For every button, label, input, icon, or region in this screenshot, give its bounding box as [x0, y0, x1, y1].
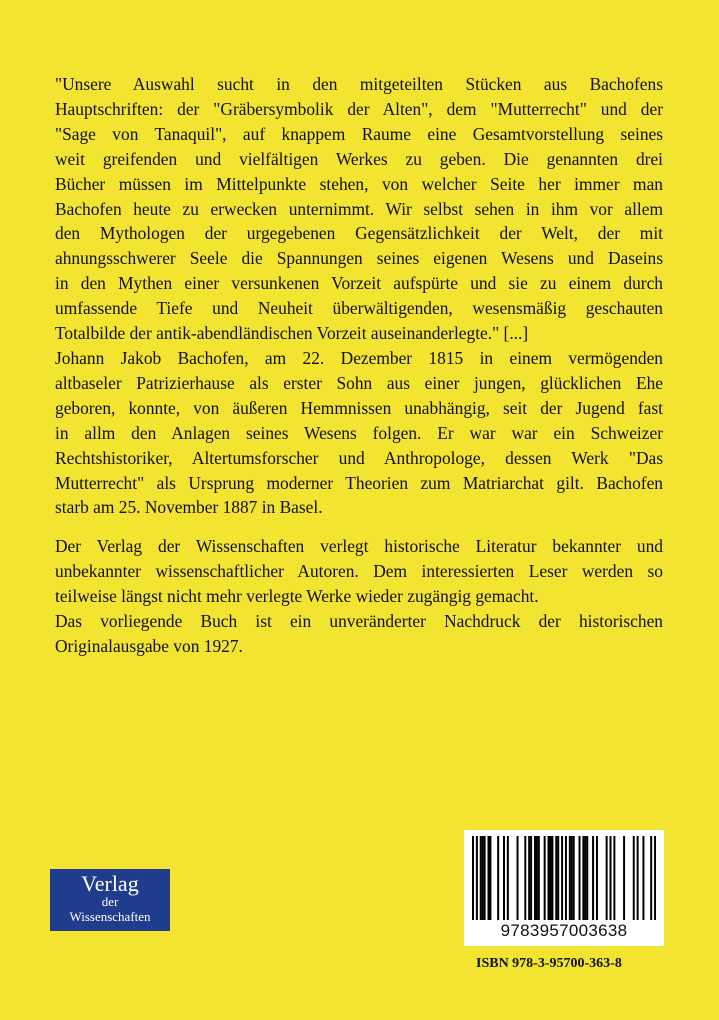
- barcode-bar: [507, 836, 509, 920]
- barcode-bar: [606, 836, 608, 920]
- text-line: Bachofen heute zu erwecken unternimmt. Wir selbst sehen in ihm vor allem: [55, 198, 663, 219]
- text-line: weit greifenden und vielfältigen Werkes zu geben. Die genannten drei: [55, 148, 663, 169]
- barcode-bar: [530, 836, 532, 920]
- barcode-bar: [482, 836, 484, 920]
- logo-line-der: der: [101, 894, 119, 909]
- text-line: in den Mythen einer versunkenen Vorzeit aufspürte und sie zu einem durch: [55, 273, 663, 294]
- barcode-bar: [637, 836, 639, 920]
- text-line: in allm den Anlagen seines Wesens folgen. Er war war ein Schweizer: [55, 422, 663, 443]
- barcode-bar: [480, 836, 482, 920]
- barcode: [464, 830, 664, 946]
- barcode-bar: [528, 836, 530, 920]
- barcode-bar: [565, 836, 567, 920]
- barcode-bar: [503, 836, 505, 920]
- barcode-bar: [561, 836, 563, 920]
- barcode-bar: [610, 836, 612, 920]
- text-line: Johann Jakob Bachofen, am 22. Dezember 1815 in einem vermögenden: [55, 347, 663, 368]
- isbn-number: ISBN 978-3-95700-363-8: [476, 956, 622, 971]
- text-line: unbekannter wissenschaftlicher Autoren. Dem interessierten Leser werden so: [55, 560, 663, 581]
- logo-line-verlag: Verlag: [81, 871, 139, 896]
- text-line: starb am 25. November 1887 in Basel.: [55, 497, 323, 518]
- barcode-bar: [544, 836, 546, 920]
- text-line: umfassende Tiefe und Neuheit überwältigenden, wesensmäßig geschauten: [55, 298, 663, 319]
- barcode-bar: [538, 836, 540, 920]
- barcode-bar: [487, 836, 489, 920]
- barcode-bar: [536, 836, 538, 920]
- text-line: teilweise längst nicht mehr verlegte Werke wieder zugängig gemacht.: [55, 585, 539, 606]
- text-line: Totalbilde der antik-abendländischen Vorzeit auseinanderlegte." [...]: [55, 323, 529, 344]
- barcode-bar: [584, 836, 586, 920]
- barcode-bar: [571, 836, 573, 920]
- text-line: Mutterrecht" als Ursprung moderner Theorien zum Matriarchat gilt. Bachofen: [55, 472, 663, 493]
- barcode-bar: [613, 836, 615, 920]
- barcode-bar: [592, 836, 594, 920]
- barcode-bar: [555, 836, 557, 920]
- barcode-bar: [654, 836, 656, 920]
- text-line: "Sage von Tanaquil", auf knappem Raume eine Gesamtvorstellung seines: [55, 123, 663, 144]
- barcode-bar: [650, 836, 652, 920]
- publisher-note: [55, 534, 663, 659]
- barcode-bar: [579, 836, 581, 920]
- barcode-bar: [642, 836, 644, 920]
- text-line: altbaseler Patrizierhause als erster Sohn aus einer jungen, glücklichen Ehe: [55, 372, 663, 393]
- text-line: Rechtshistoriker, Altertumsforscher und Anthropologe, dessen Werk "Das: [55, 447, 663, 468]
- barcode-bar: [586, 836, 588, 920]
- barcode-bar: [524, 836, 526, 920]
- text-line: ahnungsschwerer Seele die Spannungen seines eigenen Wesens und Daseins: [55, 248, 663, 269]
- text-line: Hauptschriften: der "Gräbersymbolik der Alten", dem "Mutterrecht" und der: [55, 98, 663, 119]
- barcode-bar: [549, 836, 551, 920]
- barcode-bar: [489, 836, 491, 920]
- barcode-bar: [623, 836, 625, 920]
- barcode-bar: [582, 836, 584, 920]
- logo-line-wissenschaften: Wissenschaften: [69, 909, 151, 924]
- barcode-digits: 9783957003638: [500, 921, 628, 940]
- barcode-bar: [557, 836, 559, 920]
- barcode-bar: [548, 836, 550, 920]
- barcode-bar: [633, 836, 635, 920]
- barcode-bar: [569, 836, 571, 920]
- text-line: "Unsere Auswahl sucht in den mitgeteilten Stücken aus Bachofens: [55, 74, 663, 94]
- text-line: Bücher müssen im Mittelpunkte stehen, von welcher Seite her immer man: [55, 173, 663, 194]
- text-line: den Mythologen der urgegebenen Gegensätzlichkeit der Welt, der mit: [55, 223, 663, 244]
- barcode-bar: [476, 836, 478, 920]
- barcode-bar: [551, 836, 553, 920]
- publisher-logo: [50, 869, 170, 931]
- barcode-bar: [484, 836, 486, 920]
- text-line: Originalausgabe von 1927.: [55, 635, 243, 656]
- text-line: Das vorliegende Buch ist ein unveränderter Nachdruck der historischen: [55, 610, 663, 631]
- text-line: Der Verlag der Wissenschaften verlegt historische Literatur bekannter und: [55, 536, 663, 556]
- description-text: [55, 72, 663, 520]
- barcode-bar: [497, 836, 499, 920]
- barcode-bar: [596, 836, 598, 920]
- barcode-bar: [472, 836, 474, 920]
- text-line: geboren, konnte, von äußeren Hemmnissen unabhängig, seit der Jugend fast: [55, 397, 663, 418]
- barcode-bar: [534, 836, 536, 920]
- barcode-bar: [517, 836, 519, 920]
- barcode-bars: [472, 836, 656, 920]
- barcode-bar: [573, 836, 575, 920]
